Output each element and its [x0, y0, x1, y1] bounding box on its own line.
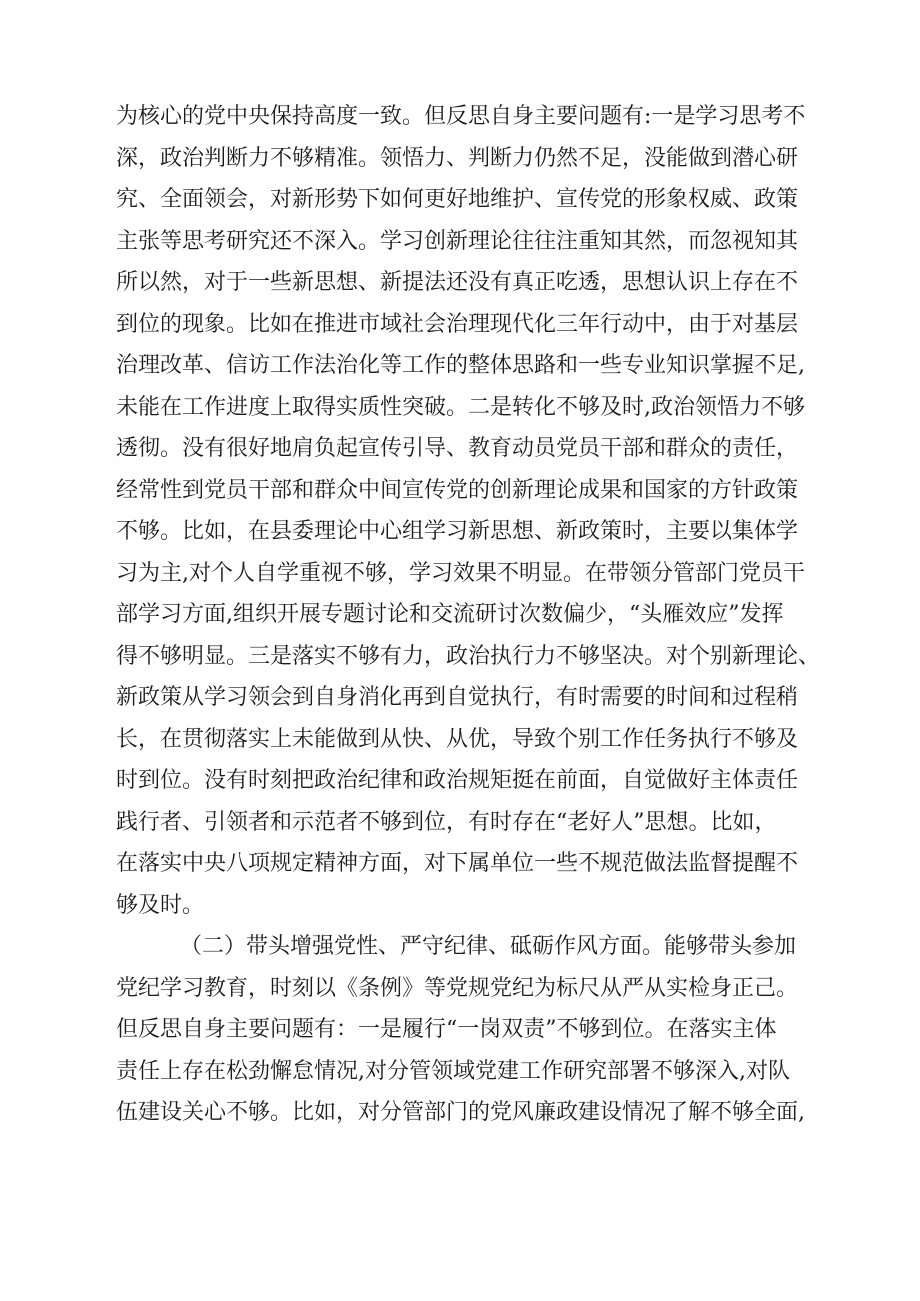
text-line: 责任上存在松劲懈怠情况,对分管领域党建工作研究部署不够深入,对队 [116, 1058, 790, 1084]
text-line: 在落实中央八项规定精神方面，对下属单位一些不规范做法监督提醒不 [116, 851, 799, 876]
text-line: 长，在贯彻落实上未能做到从快、从优，导致个别工作任务执行不够及 [116, 726, 799, 752]
text-line: 未能在工作进度上取得实质性突破。二是转化不够及时,政治领悟力不够 [116, 394, 805, 420]
text-line: 伍建设关心不够。比如，对分管部门的党风廉政建设情况了解不够全面, [116, 1100, 805, 1125]
text-line: 习为主,对个人自学重视不够，学习效果不明显。在带领分管部门党员干 [116, 560, 805, 586]
text-line: 深，政治判断力不够精准。领悟力、判断力仍然不足，没能做到潜心研 [116, 145, 799, 171]
text-line: 够及时。 [116, 892, 205, 918]
text-line: 但反思自身主要问题有：一是履行“一岗双责”不够到位。在落实主体 [116, 1017, 777, 1042]
paragraph-2 [116, 926, 826, 1134]
section-heading-line: （二）带头增强党性、严守纪律、砥砺作风方面。能够带头参加 [180, 934, 797, 959]
text-line: 部学习方面,组织开展专题讨论和交流研讨次数偏少，“头雁效应”发挥 [116, 602, 784, 627]
text-line: 治理改革、信访工作法治化等工作的整体思路和一些专业知识掌握不足, [116, 353, 805, 378]
text-line: 所以然，对于一些新思想、新提法还没有真正吃透，思想认识上存在不 [116, 270, 799, 295]
document-body [116, 96, 826, 1134]
paragraph-1 [116, 96, 826, 926]
text-line: 到位的现象。比如在推进市域社会治理现代化三年行动中，由于对基层 [116, 311, 799, 337]
text-line: 主张等思考研究还不深入。学习创新理论往往注重知其然，而忽视知其 [116, 228, 799, 254]
text-line: 践行者、引领者和示范者不够到位，有时存在“老好人”思想。比如， [116, 809, 777, 835]
text-line: 新政策从学习领会到自身消化再到自觉执行，有时需要的时间和过程稍 [116, 685, 799, 710]
text-line: 经常性到党员干部和群众中间宣传党的创新理论成果和国家的方针政策 [116, 477, 799, 503]
text-line: 党纪学习教育，时刻以《条例》等党规党纪为标尺从严从实检身正己。 [116, 975, 799, 1001]
text-line: 究、全面领会，对新形势下如何更好地维护、宣传党的形象权威、政策 [116, 187, 799, 212]
text-line: 透彻。没有很好地肩负起宣传引导、教育动员党员干部和群众的责任， [116, 436, 799, 461]
text-line: 不够。比如，在县委理论中心组学习新思想、新政策时，主要以集体学 [116, 519, 799, 544]
text-line: 得不够明显。三是落实不够有力，政治执行力不够坚决。对个别新理论、 [116, 643, 821, 669]
text-line: 为核心的党中央保持高度一致。但反思自身主要问题有:一是学习思考不 [116, 104, 806, 129]
text-line: 时到位。没有时刻把政治纪律和政治规矩挺在前面，自觉做好主体责任 [116, 768, 799, 793]
